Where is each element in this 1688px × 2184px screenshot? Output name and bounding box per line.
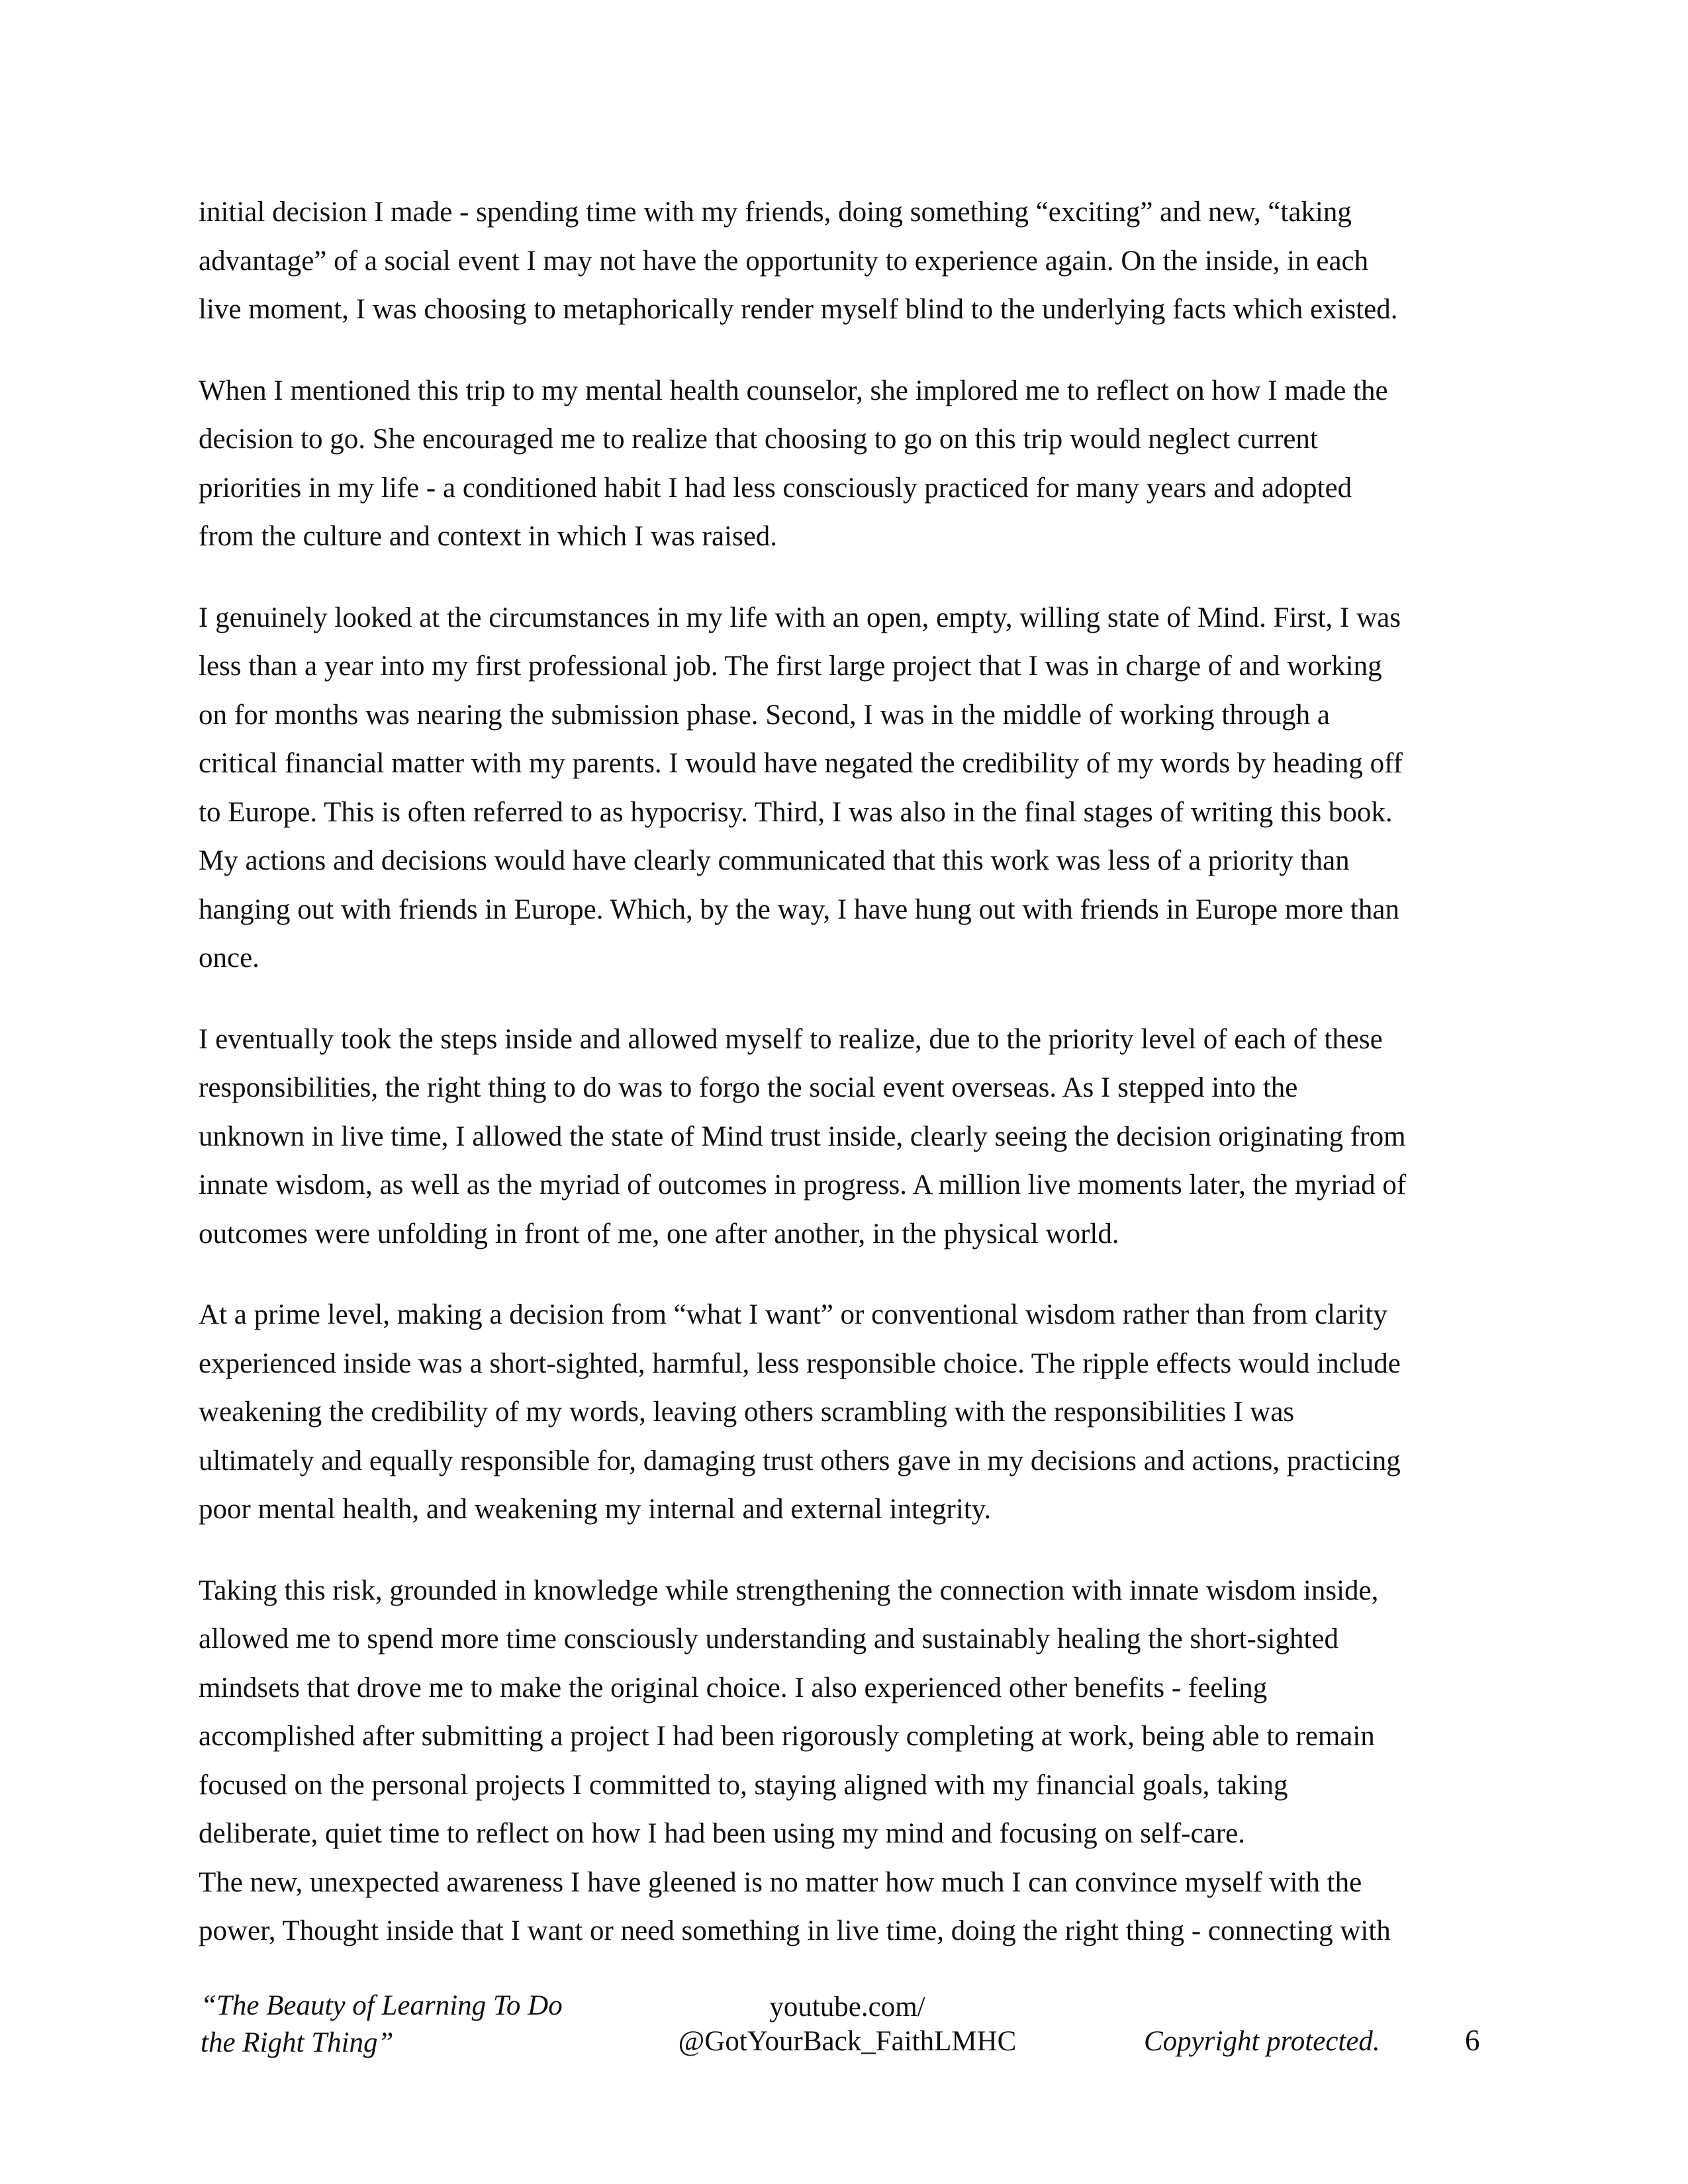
- text-line: responsibilities, the right thing to do was to forgo the social event overseas. As I stepped into the: [199, 1072, 1298, 1103]
- text-line: allowed me to spend more time consciously understanding and sustainably healing the short-sighted: [199, 1623, 1339, 1655]
- footer-link-line-2: @GotYourBack_FaithLMHC: [678, 2026, 1017, 2057]
- footer-youtube-link: [662, 1990, 1033, 2059]
- paragraph: [199, 1858, 1489, 1956]
- footer-link-line-1: youtube.com/: [769, 1991, 925, 2023]
- text-line: ultimately and equally responsible for, damaging trust others gave in my decisions and actions, practicing: [199, 1445, 1401, 1477]
- text-line: The new, unexpected awareness I have gleened is no matter how much I can convince myself with the: [199, 1866, 1362, 1898]
- text-line: initial decision I made - spending time with my friends, doing something “exciting” and new, “taking: [199, 197, 1352, 228]
- text-line: hanging out with friends in Europe. Which, by the way, I have hung out with friends in Europe more than: [199, 893, 1399, 925]
- text-line: I genuinely looked at the circumstances in my life with an open, empty, willing state of Mind. First, I was: [199, 602, 1401, 633]
- text-line: once.: [199, 942, 259, 974]
- text-line: deliberate, quiet time to reflect on how I had been using my mind and focusing on self-care.: [199, 1818, 1245, 1849]
- paragraph: [199, 1015, 1489, 1259]
- paragraph: [199, 188, 1489, 334]
- text-line: experienced inside was a short-sighted, harmful, less responsible choice. The ripple effects would include: [199, 1347, 1401, 1379]
- text-line: focused on the personal projects I committed to, staying aligned with my financial goals, taking: [199, 1769, 1288, 1801]
- text-line: power, Thought inside that I want or need something in live time, doing the right thing - connecting with: [199, 1915, 1391, 1946]
- body-text: [199, 188, 1489, 1988]
- text-line: live moment, I was choosing to metaphorically render myself blind to the underlying facts which existed.: [199, 294, 1398, 325]
- paragraph: [199, 594, 1489, 983]
- text-line: weakening the credibility of my words, leaving others scrambling with the responsibilities I was: [199, 1396, 1295, 1428]
- footer-copyright: Copyright protected.: [1144, 2026, 1380, 2057]
- text-line: less than a year into my first professional job. The first large project that I was in charge of and working: [199, 651, 1382, 682]
- text-line: unknown in live time, I allowed the state of Mind trust inside, clearly seeing the decision originating from: [199, 1120, 1406, 1152]
- text-line: My actions and decisions would have clearly communicated that this work was less of a priority than: [199, 845, 1350, 876]
- text-line: At a prime level, making a decision from “what I want” or conventional wisdom rather than from clarity: [199, 1299, 1387, 1330]
- paragraph: [199, 1291, 1489, 1534]
- footer-title-line-1: “The Beauty of Learning To Do: [201, 1990, 563, 2021]
- text-line: poor mental health, and weakening my internal and external integrity.: [199, 1494, 992, 1525]
- text-line: I eventually took the steps inside and allowed myself to realize, due to the priority level of each of these: [199, 1023, 1383, 1055]
- text-line: priorities in my life - a conditioned habit I had less consciously practiced for many years and adopted: [199, 472, 1352, 504]
- text-line: outcomes were unfolding in front of me, one after another, in the physical world.: [199, 1218, 1119, 1250]
- text-line: innate wisdom, as well as the myriad of outcomes in progress. A million live moments later, the myriad of: [199, 1169, 1407, 1201]
- page-number: 6: [1465, 2024, 1480, 2057]
- footer-book-title: [201, 1987, 563, 2062]
- text-line: mindsets that drove me to make the original choice. I also experienced other benefits - feeling: [199, 1672, 1268, 1704]
- text-line: accomplished after submitting a project I had been rigorously completing at work, being able to remain: [199, 1721, 1375, 1752]
- text-line: to Europe. This is often referred to as hypocrisy. Third, I was also in the final stages of writing this book.: [199, 796, 1393, 828]
- text-line: advantage” of a social event I may not have the opportunity to experience again. On the inside, in each: [199, 245, 1369, 277]
- text-line: When I mentioned this trip to my mental health counselor, she implored me to reflect on how I made the: [199, 375, 1388, 406]
- footer-title-line-2: the Right Thing”: [201, 2027, 394, 2058]
- paragraph: [199, 367, 1489, 561]
- text-line: critical financial matter with my parents. I would have negated the credibility of my words by heading off: [199, 748, 1403, 779]
- text-line: from the culture and context in which I was raised.: [199, 521, 778, 552]
- text-line: decision to go. She encouraged me to realize that choosing to go on this trip would neglect current: [199, 424, 1318, 455]
- text-line: Taking this risk, grounded in knowledge while strengthening the connection with innate wisdom inside,: [199, 1574, 1379, 1606]
- paragraph: [199, 1567, 1489, 1858]
- text-line: on for months was nearing the submission phase. Second, I was in the middle of working through a: [199, 699, 1330, 731]
